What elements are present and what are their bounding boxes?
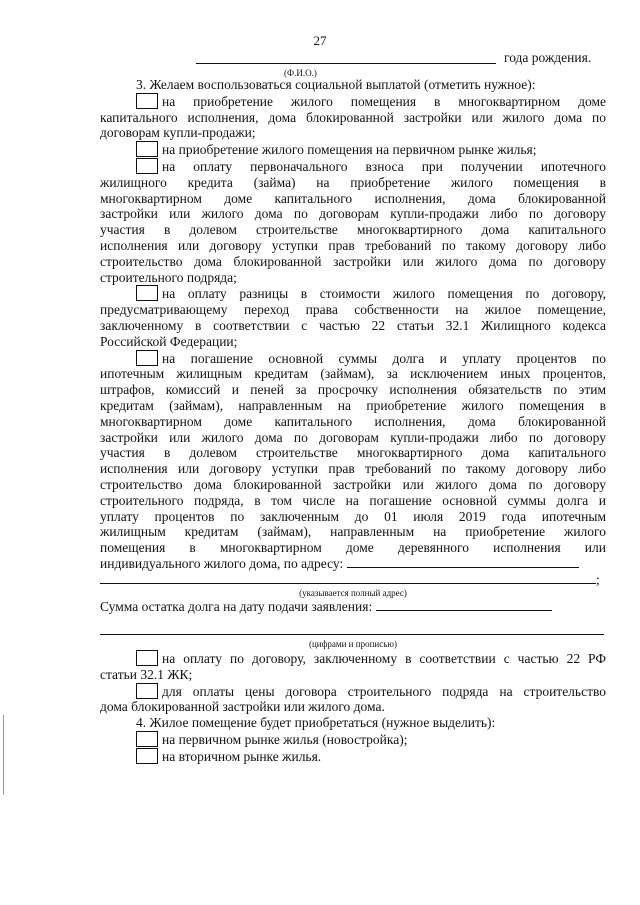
- option-primary-market: на приобретение жилого помещения на первичном рынке жилья;: [100, 141, 606, 158]
- form-body: [100, 77, 606, 765]
- option-contract-payment: на оплату по договору, заключенному в соответствии с частью 22 РФ статьи 32.1 ЖК;: [100, 651, 606, 682]
- address-caption: (указывается полный адрес): [299, 587, 407, 598]
- section-3-title: 3. Желаем воспользоваться социальной выплатой (отметить нужное):: [136, 77, 536, 92]
- option-purchase-apartment: на приобретение жилого помещения в многоквартирном доме капитального исполнения, дома блокированной застройки или жилого дома по договорам купли-продажи;: [100, 93, 606, 141]
- birth-year-label: года рождения.: [504, 50, 592, 65]
- option-construction-contract: для оплаты цены договора строительного подряда на строительство дома блокированной застройки или жилого дома.: [100, 683, 606, 715]
- checkbox-secondary-market[interactable]: [136, 748, 158, 764]
- option-new-building: на первичном рынке жилья (новостройка);: [162, 732, 408, 748]
- fio-caption: (Ф.И.О.): [284, 68, 317, 78]
- option-price-difference: на оплату разницы в стоимости жилого помещения по договору, предусматривающему переход права собственности на жилое помещение, заключенному в соответствии с частью 22 статьи 32.1 Жилищного кодекса Российской Федерации;: [100, 286, 606, 349]
- checkbox-new-building[interactable]: [136, 731, 158, 747]
- debt-amount-field[interactable]: [376, 600, 552, 611]
- checkbox-construction-contract[interactable]: [136, 683, 158, 699]
- option-secondary-market: на вторичном рынке жилья.: [162, 748, 322, 764]
- checkbox-down-payment[interactable]: [136, 158, 158, 174]
- option-down-payment: на оплату первоначального взноса при получении ипотечного жилищного кредита (займа) на приобретение жилого помещения в многоквартирном доме капитального исполнения, дома блокированной застройки или жилого дома по договорам купли-продажи либо по договору участия в долевом строительстве многоквартирного дома капитального исполнения или договору уступки прав требований по такому договору либо строительство дома блокированной застройки или жилого дома по договору строительного подряда;: [100, 158, 606, 285]
- address-field-continued[interactable]: [100, 573, 596, 584]
- debt-amount-field-continued[interactable]: [100, 624, 604, 635]
- page-number: 27: [313, 33, 327, 48]
- checkbox-price-difference[interactable]: [136, 285, 158, 301]
- option-mortgage-repayment: на погашение основной суммы долга и уплату процентов по ипотечным жилищным кредитам (займам), за исключением иных процентов, штрафов, комиссий и пеней за просрочку исполнения обязательств по этим кредитам (займам), направленным на приобретение жилого помещения в многоквартирном доме капитального исполнения, дома блокированной застройки или жилого дома по договорам купли-продажи либо по договору участия в долевом строительстве многоквартирного дома капитального исполнения или договору уступки прав требований по такому договору либо строительство дома блокированной застройки или жилого дома по договору строительного подряда, в том числе на погашение основной суммы долга и уплату процентов по заключенным до 01 июля 2019 года ипотечным жилищным кредитам (займам), направленным на приобретение жилого помещения в многоквартирном доме деревянного исполнения или индивидуального жилого дома, по адресу: ; (указывается полный адрес) Сумма остатка долга на дату подачи заявления: (цифрами и прописью): [100, 350, 606, 650]
- checkbox-contract-payment[interactable]: [136, 650, 158, 666]
- scan-edge-mark: [3, 715, 4, 795]
- checkbox-purchase-apartment[interactable]: [136, 93, 158, 109]
- address-field[interactable]: [347, 557, 579, 568]
- section-4-title: 4. Жилое помещение будет приобретаться (нужное выделить):: [136, 715, 496, 731]
- fio-blank-line[interactable]: [196, 52, 496, 64]
- debt-caption: (цифрами и прописью): [308, 639, 398, 650]
- debt-label: Сумма остатка долга на дату подачи заявления:: [100, 598, 373, 614]
- checkbox-primary-market[interactable]: [136, 141, 158, 157]
- checkbox-mortgage-repayment[interactable]: [136, 350, 158, 366]
